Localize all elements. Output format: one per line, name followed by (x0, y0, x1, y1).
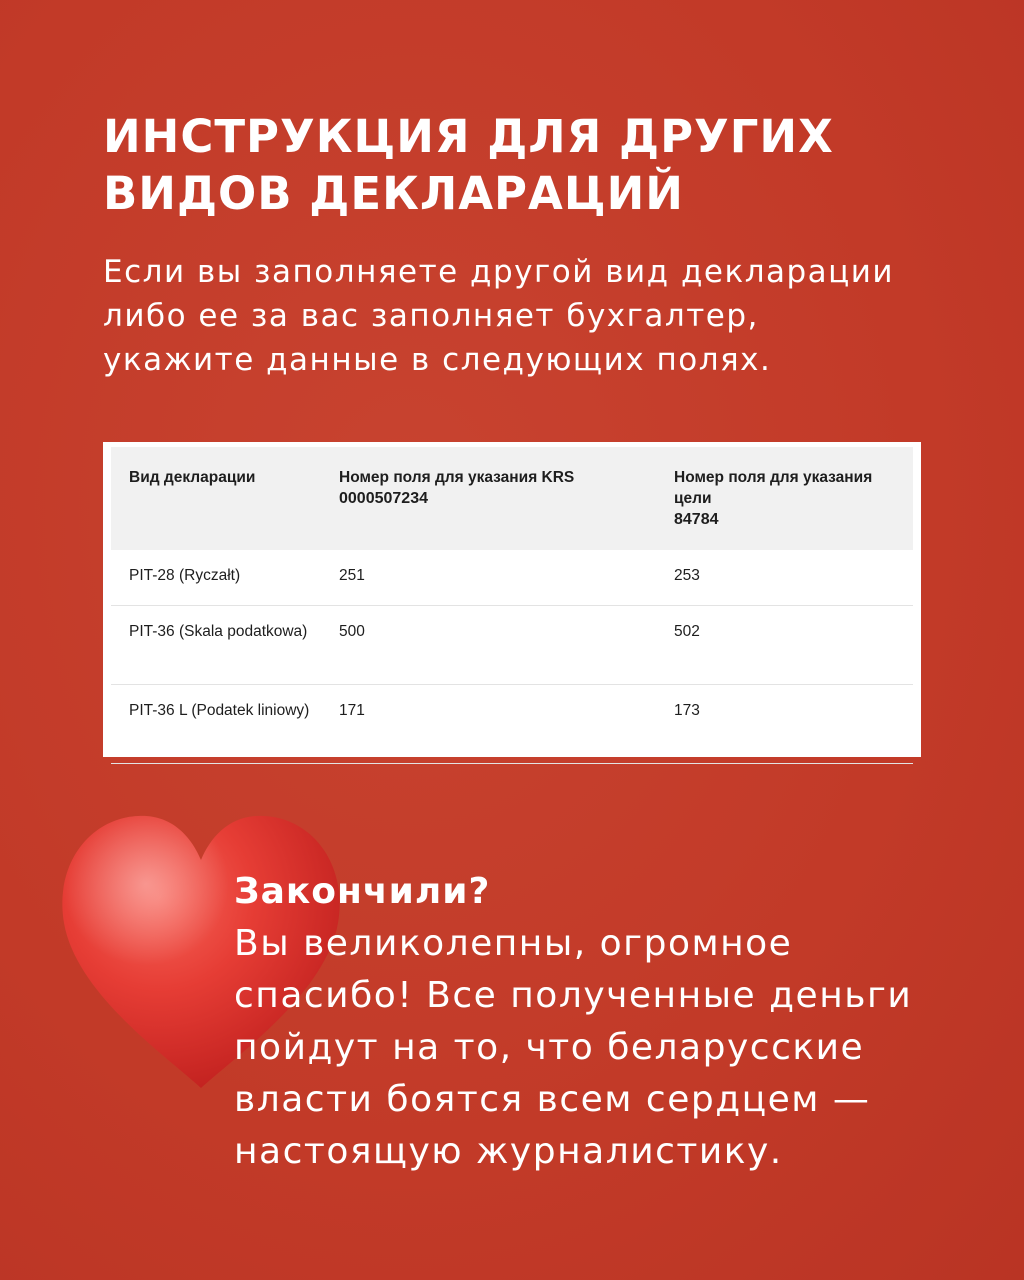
header-declaration-type: Вид декларации (129, 469, 256, 486)
closing-message (234, 866, 994, 1178)
cell-goal-field: 253 (656, 550, 913, 606)
header-goal-number: 84784 (674, 511, 719, 528)
closing-line: пойдут на то, что беларусские (234, 1027, 865, 1068)
closing-line: власти боятся всем сердцем — (234, 1079, 871, 1120)
intro-text (103, 250, 963, 382)
table-header-row (111, 447, 913, 550)
header-krs-number: 0000507234 (339, 490, 428, 507)
declaration-table (111, 447, 913, 764)
cell-krs-field: 171 (321, 685, 656, 764)
cell-krs-field: 251 (321, 550, 656, 606)
intro-line: либо ее за вас заполняет бухгалтер, (103, 298, 759, 334)
cell-krs-field: 500 (321, 606, 656, 685)
page-title (103, 108, 963, 222)
header-goal-field (656, 447, 913, 550)
table-row (111, 606, 913, 685)
title-line: ИНСТРУКЦИЯ ДЛЯ ДРУГИХ (103, 110, 834, 163)
cell-declaration-type: PIT-28 (Ryczałt) (111, 550, 321, 606)
intro-line: укажите данные в следующих полях. (103, 342, 772, 378)
intro-line: Если вы заполняете другой вид декларации (103, 254, 895, 290)
header-goal-label: Номер поля для указания цели (674, 469, 873, 507)
closing-lead: Закончили? (234, 871, 491, 912)
table-row (111, 550, 913, 606)
cell-goal-field: 502 (656, 606, 913, 685)
table-row (111, 685, 913, 764)
title-line: ВИДОВ ДЕКЛАРАЦИЙ (103, 167, 684, 220)
cell-declaration-type: PIT-36 (Skala podatkowa) (111, 606, 321, 685)
closing-line: Вы великолепны, огромное (234, 923, 793, 964)
closing-line: настоящую журналистику. (234, 1131, 783, 1172)
closing-line: спасибо! Все полученные деньги (234, 975, 913, 1016)
cell-goal-field: 173 (656, 685, 913, 764)
header-krs-label: Номер поля для указания KRS (339, 469, 575, 486)
cell-declaration-type: PIT-36 L (Podatek liniowy) (111, 685, 321, 764)
declaration-table-card (103, 442, 921, 757)
header-krs-field (321, 447, 656, 550)
